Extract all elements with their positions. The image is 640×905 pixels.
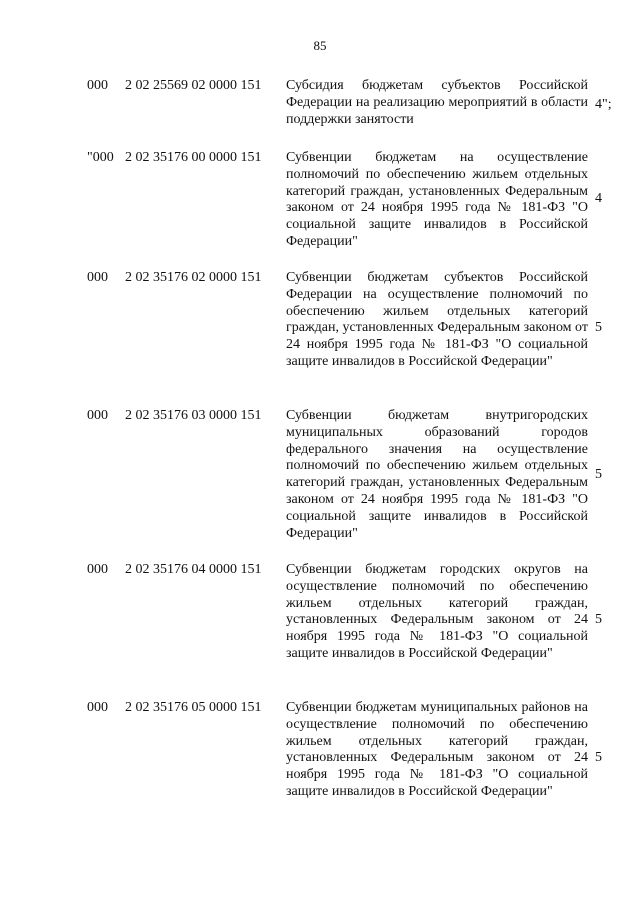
revenue-description: Субвенции бюджетам городских округов на осуществление полномочий по обеспечению жильем отдельных категорий граждан, установленных Федеральным законом от 24 ноября 1995 года № 181-ФЗ "О социальной защите инвалидов в Российской Федерации" xyxy=(286,562,588,661)
budget-classification-code: 2 02 35176 00 0000 151 xyxy=(125,150,262,165)
table-row xyxy=(0,562,640,680)
budget-classification-code: 2 02 35176 05 0000 151 xyxy=(125,700,262,715)
amount-cell: 5 xyxy=(595,612,602,627)
budget-classification-code: 2 02 35176 02 0000 151 xyxy=(125,270,262,285)
revenue-description: Субвенции бюджетам на осуществление полномочий по обеспечению жильем отдельных категорий граждан, установленных Федеральным законом от 24 ноября 1995 года № 181-ФЗ "О социальной защите инвалидов в Российской Федерации" xyxy=(286,150,588,249)
revenue-description: Субвенции бюджетам муниципальных районов на осуществление полномочий по обеспечению жильем отдельных категорий граждан, установленных Федеральным законом от 24 ноября 1995 года № 181-ФЗ "О социальной защите инвалидов в Российской Федерации" xyxy=(286,700,588,799)
table-row xyxy=(0,270,640,388)
admin-code: 000 xyxy=(87,408,108,423)
admin-code: "000 xyxy=(87,150,114,165)
admin-code: 000 xyxy=(87,270,108,285)
budget-codes-table xyxy=(0,78,640,818)
table-row xyxy=(0,700,640,818)
revenue-description: Субвенции бюджетам внутригородских муниципальных образований городов федерального значения на осуществление полномочий по обеспечению жильем отдельных категорий граждан, установленных Федеральным законом от 24 ноября 1995 года № 181-ФЗ "О социальной защите инвалидов в Российской Федерации" xyxy=(286,408,588,541)
budget-classification-code: 2 02 35176 03 0000 151 xyxy=(125,408,262,423)
revenue-description: Субвенции бюджетам субъектов Российской Федерации на осуществление полномочий по обеспечению жильем отдельных категорий граждан, установленных Федеральным законом от 24 ноября 1995 года № 181-ФЗ "О социальной защите инвалидов в Российской Федерации" xyxy=(286,270,588,369)
revenue-description: Субсидия бюджетам субъектов Российской Федерации на реализацию мероприятий в области поддержки занятости xyxy=(286,78,588,127)
admin-code: 000 xyxy=(87,562,108,577)
amount-cell: 5 xyxy=(595,320,602,335)
amount-cell: 4 xyxy=(595,191,602,206)
table-row xyxy=(0,408,640,542)
table-row xyxy=(0,150,640,250)
amount-cell: 5 xyxy=(595,467,602,482)
amount-cell: 4"; xyxy=(595,97,612,112)
page-number: 85 xyxy=(313,38,327,53)
budget-classification-code: 2 02 35176 04 0000 151 xyxy=(125,562,262,577)
table-row xyxy=(0,78,640,130)
admin-code: 000 xyxy=(87,78,108,93)
admin-code: 000 xyxy=(87,700,108,715)
budget-classification-code: 2 02 25569 02 0000 151 xyxy=(125,78,262,93)
amount-cell: 5 xyxy=(595,750,602,765)
